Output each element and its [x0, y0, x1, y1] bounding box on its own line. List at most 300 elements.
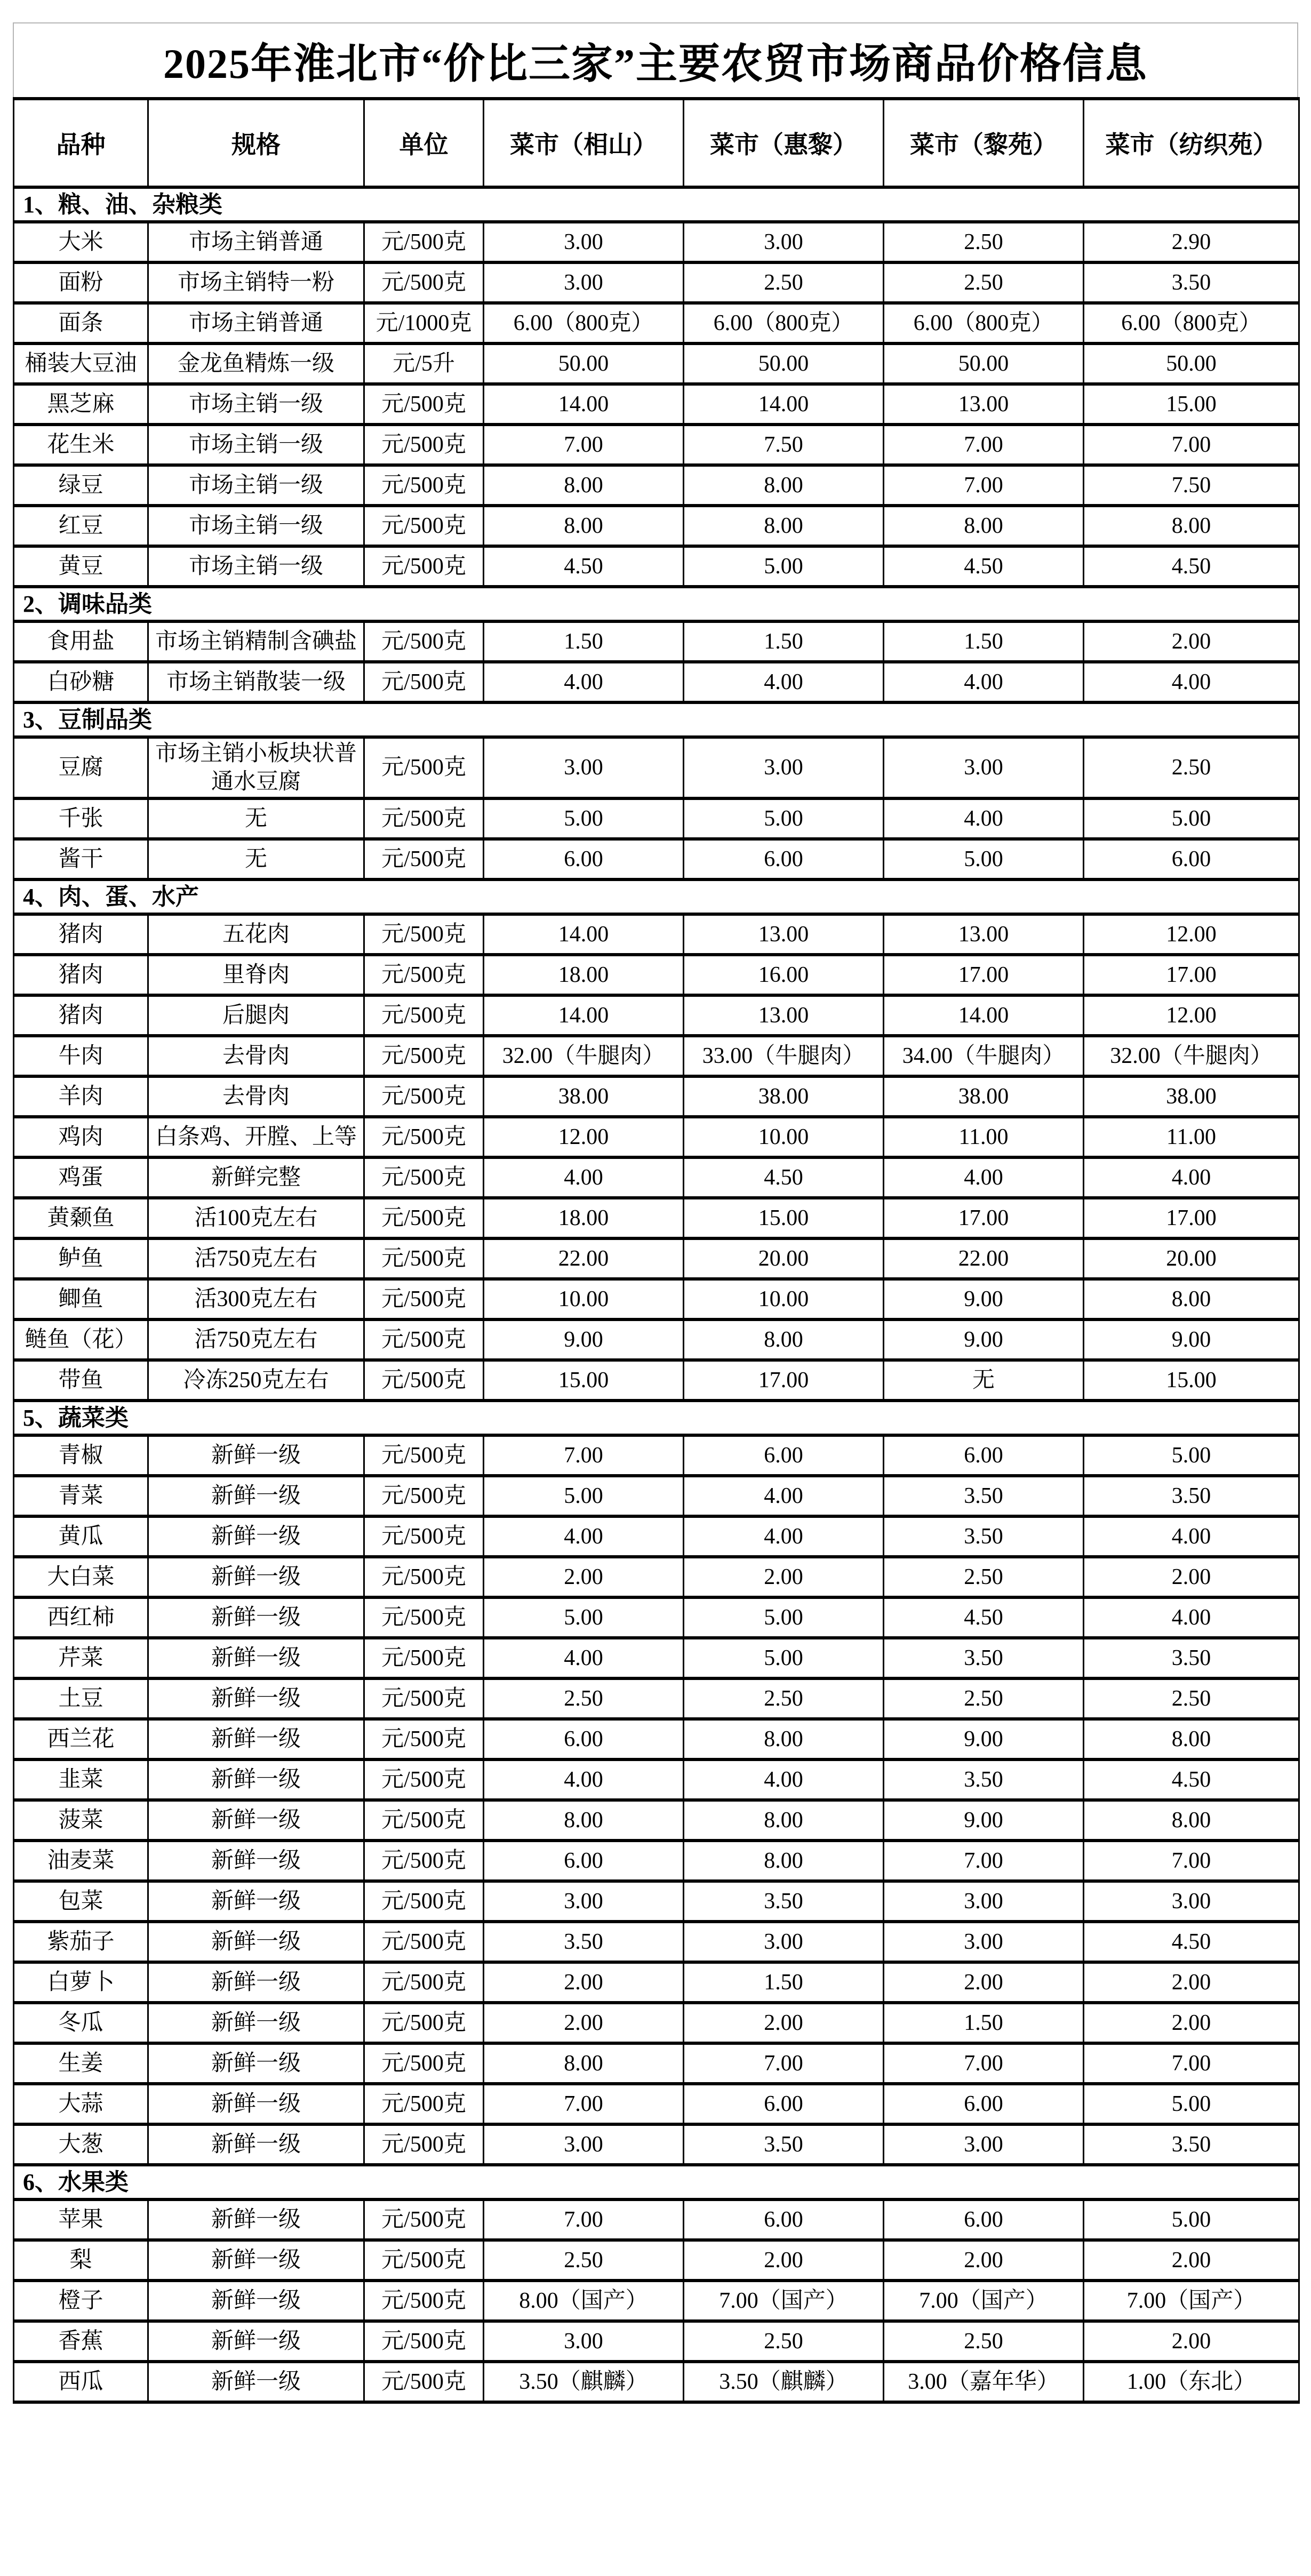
table-row	[14, 2084, 1299, 2124]
price-cell-xiangshan: 4.00	[484, 1759, 684, 1800]
price-cell-xiangshan: 8.00	[484, 1800, 684, 1841]
price-cell-fangzhiyuan: 4.50	[1084, 1759, 1299, 1800]
unit-cell: 元/500克	[364, 1922, 484, 1962]
price-cell-xiangshan: 9.00	[484, 1319, 684, 1360]
price-cell-fangzhiyuan: 17.00	[1084, 1198, 1299, 1238]
price-cell-fangzhiyuan: 6.00（800克）	[1084, 303, 1299, 343]
table-row	[14, 1597, 1299, 1638]
unit-cell: 元/500克	[364, 2084, 484, 2124]
price-cell-liyuan: 1.50	[884, 2003, 1084, 2043]
price-cell-xiangshan: 2.00	[484, 1557, 684, 1597]
table-row	[14, 2240, 1299, 2281]
unit-cell: 元/500克	[364, 1117, 484, 1157]
price-cell-liyuan: 3.00（嘉年华）	[884, 2362, 1084, 2402]
product-name-cell: 大葱	[14, 2124, 148, 2165]
table-row	[14, 262, 1299, 303]
price-cell-fangzhiyuan: 3.00	[1084, 1881, 1299, 1922]
price-cell-huili: 38.00	[684, 1076, 884, 1117]
spec-cell: 新鲜一级	[148, 1881, 364, 1922]
table-row	[14, 737, 1299, 798]
price-cell-huili: 16.00	[684, 955, 884, 995]
spec-cell: 新鲜一级	[148, 1597, 364, 1638]
price-cell-fangzhiyuan: 38.00	[1084, 1076, 1299, 1117]
unit-cell: 元/500克	[364, 1557, 484, 1597]
price-cell-huili: 3.50	[684, 2124, 884, 2165]
table-row	[14, 839, 1299, 879]
table-row	[14, 1076, 1299, 1117]
spec-cell: 新鲜一级	[148, 2281, 364, 2321]
spec-cell: 新鲜一级	[148, 1962, 364, 2003]
product-name-cell: 花生米	[14, 425, 148, 465]
price-cell-fangzhiyuan: 20.00	[1084, 1238, 1299, 1279]
table-row	[14, 1476, 1299, 1516]
table-row	[14, 546, 1299, 587]
product-name-cell: 土豆	[14, 1678, 148, 1719]
price-cell-huili: 17.00	[684, 1360, 884, 1401]
price-cell-huili: 7.00	[684, 2043, 884, 2084]
column-header-market-huili: 菜市（惠黎）	[684, 99, 884, 187]
unit-cell: 元/500克	[364, 1759, 484, 1800]
price-cell-huili: 4.00	[684, 1476, 884, 1516]
product-name-cell: 芹菜	[14, 1638, 148, 1678]
column-header-spec: 规格	[148, 99, 364, 187]
product-name-cell: 羊肉	[14, 1076, 148, 1117]
price-cell-fangzhiyuan: 3.50	[1084, 1638, 1299, 1678]
price-cell-xiangshan: 4.50	[484, 546, 684, 587]
product-name-cell: 油麦菜	[14, 1841, 148, 1881]
price-cell-huili: 3.00	[684, 222, 884, 262]
product-name-cell: 酱干	[14, 839, 148, 879]
price-cell-fangzhiyuan: 3.50	[1084, 2124, 1299, 2165]
price-cell-xiangshan: 3.00	[484, 222, 684, 262]
spec-cell: 市场主销精制含碘盐	[148, 621, 364, 662]
price-cell-xiangshan: 7.00	[484, 425, 684, 465]
table-row	[14, 1036, 1299, 1076]
price-cell-xiangshan: 4.00	[484, 1157, 684, 1198]
product-name-cell: 青菜	[14, 1476, 148, 1516]
price-cell-xiangshan: 14.00	[484, 914, 684, 955]
price-cell-fangzhiyuan: 15.00	[1084, 384, 1299, 425]
unit-cell: 元/500克	[364, 2281, 484, 2321]
table-row	[14, 1678, 1299, 1719]
spec-cell: 市场主销一级	[148, 546, 364, 587]
product-name-cell: 鲈鱼	[14, 1238, 148, 1279]
table-row	[14, 1638, 1299, 1678]
price-cell-xiangshan: 7.00	[484, 2084, 684, 2124]
table-row	[14, 343, 1299, 384]
unit-cell: 元/500克	[364, 914, 484, 955]
price-cell-huili: 15.00	[684, 1198, 884, 1238]
spec-cell: 市场主销普通	[148, 222, 364, 262]
unit-cell: 元/500克	[364, 1279, 484, 1319]
unit-cell: 元/500克	[364, 1678, 484, 1719]
price-cell-fangzhiyuan: 8.00	[1084, 506, 1299, 546]
table-row	[14, 1516, 1299, 1557]
spec-cell: 新鲜一级	[148, 1841, 364, 1881]
table-row	[14, 1319, 1299, 1360]
unit-cell: 元/500克	[364, 1157, 484, 1198]
price-cell-xiangshan: 2.00	[484, 2003, 684, 2043]
section-header-row	[14, 702, 1299, 737]
table-row	[14, 2124, 1299, 2165]
price-cell-liyuan: 1.50	[884, 621, 1084, 662]
section-label: 6、水果类	[14, 2165, 1299, 2199]
product-name-cell: 黄颡鱼	[14, 1198, 148, 1238]
spec-cell: 新鲜一级	[148, 1678, 364, 1719]
unit-cell: 元/500克	[364, 1800, 484, 1841]
product-name-cell: 白砂糖	[14, 662, 148, 702]
price-cell-xiangshan: 6.00	[484, 1719, 684, 1759]
price-cell-xiangshan: 18.00	[484, 1198, 684, 1238]
table-row	[14, 384, 1299, 425]
table-row	[14, 425, 1299, 465]
unit-cell: 元/500克	[364, 2043, 484, 2084]
price-cell-huili: 2.50	[684, 2321, 884, 2362]
price-cell-huili: 2.00	[684, 2003, 884, 2043]
price-cell-fangzhiyuan: 8.00	[1084, 1800, 1299, 1841]
price-cell-fangzhiyuan: 5.00	[1084, 1435, 1299, 1476]
price-cell-fangzhiyuan: 4.00	[1084, 1516, 1299, 1557]
header-row	[14, 99, 1299, 187]
table-row	[14, 2043, 1299, 2084]
product-name-cell: 带鱼	[14, 1360, 148, 1401]
price-cell-xiangshan: 3.00	[484, 262, 684, 303]
price-cell-fangzhiyuan: 7.50	[1084, 465, 1299, 506]
unit-cell: 元/500克	[364, 506, 484, 546]
price-cell-fangzhiyuan: 2.90	[1084, 222, 1299, 262]
price-cell-xiangshan: 8.00	[484, 2043, 684, 2084]
unit-cell: 元/500克	[364, 1238, 484, 1279]
price-cell-xiangshan: 32.00（牛腿肉）	[484, 1036, 684, 1076]
unit-cell: 元/500克	[364, 2124, 484, 2165]
spec-cell: 市场主销一级	[148, 465, 364, 506]
price-cell-fangzhiyuan: 8.00	[1084, 1719, 1299, 1759]
spec-cell: 新鲜一级	[148, 2043, 364, 2084]
section-header-row	[14, 187, 1299, 222]
unit-cell: 元/500克	[364, 955, 484, 995]
price-cell-fangzhiyuan: 1.00（东北）	[1084, 2362, 1299, 2402]
price-cell-xiangshan: 3.50（麒麟）	[484, 2362, 684, 2402]
product-name-cell: 苹果	[14, 2199, 148, 2240]
price-cell-liyuan: 9.00	[884, 1800, 1084, 1841]
table-row	[14, 303, 1299, 343]
price-cell-liyuan: 无	[884, 1360, 1084, 1401]
table-row	[14, 2321, 1299, 2362]
spec-cell: 新鲜一级	[148, 2321, 364, 2362]
product-name-cell: 猪肉	[14, 995, 148, 1036]
price-cell-liyuan: 38.00	[884, 1076, 1084, 1117]
unit-cell: 元/500克	[364, 839, 484, 879]
table-row	[14, 1557, 1299, 1597]
section-label: 4、肉、蛋、水产	[14, 879, 1299, 914]
spec-cell: 新鲜一级	[148, 2362, 364, 2402]
price-cell-huili: 5.00	[684, 798, 884, 839]
spec-cell: 市场主销一级	[148, 425, 364, 465]
price-cell-fangzhiyuan: 3.50	[1084, 262, 1299, 303]
price-cell-liyuan: 7.00	[884, 1841, 1084, 1881]
product-name-cell: 冬瓜	[14, 2003, 148, 2043]
price-cell-huili: 8.00	[684, 1841, 884, 1881]
price-cell-fangzhiyuan: 32.00（牛腿肉）	[1084, 1036, 1299, 1076]
section-label: 1、粮、油、杂粮类	[14, 187, 1299, 222]
price-cell-huili: 8.00	[684, 1319, 884, 1360]
price-cell-fangzhiyuan: 12.00	[1084, 995, 1299, 1036]
spec-cell: 活750克左右	[148, 1238, 364, 1279]
product-name-cell: 白萝卜	[14, 1962, 148, 2003]
price-cell-liyuan: 7.00（国产）	[884, 2281, 1084, 2321]
product-name-cell: 黄豆	[14, 546, 148, 587]
price-cell-liyuan: 17.00	[884, 955, 1084, 995]
spec-cell: 新鲜完整	[148, 1157, 364, 1198]
product-name-cell: 鲢鱼（花）	[14, 1319, 148, 1360]
spec-cell: 活750克左右	[148, 1319, 364, 1360]
section-header-row	[14, 2165, 1299, 2199]
price-cell-fangzhiyuan: 5.00	[1084, 2084, 1299, 2124]
spec-cell: 白条鸡、开膛、上等	[148, 1117, 364, 1157]
product-name-cell: 食用盐	[14, 621, 148, 662]
table-row	[14, 1157, 1299, 1198]
unit-cell: 元/500克	[364, 1638, 484, 1678]
unit-cell: 元/500克	[364, 1841, 484, 1881]
price-cell-xiangshan: 2.50	[484, 2240, 684, 2281]
price-cell-xiangshan: 1.50	[484, 621, 684, 662]
unit-cell: 元/500克	[364, 2199, 484, 2240]
price-cell-liyuan: 4.00	[884, 1157, 1084, 1198]
unit-cell: 元/500克	[364, 621, 484, 662]
spec-cell: 金龙鱼精炼一级	[148, 343, 364, 384]
table-row	[14, 506, 1299, 546]
price-cell-fangzhiyuan: 4.00	[1084, 662, 1299, 702]
price-cell-huili: 13.00	[684, 995, 884, 1036]
unit-cell: 元/5升	[364, 343, 484, 384]
price-cell-fangzhiyuan: 6.00	[1084, 839, 1299, 879]
spec-cell: 新鲜一级	[148, 1719, 364, 1759]
product-name-cell: 红豆	[14, 506, 148, 546]
unit-cell: 元/500克	[364, 1036, 484, 1076]
price-cell-fangzhiyuan: 50.00	[1084, 343, 1299, 384]
price-cell-liyuan: 8.00	[884, 506, 1084, 546]
product-name-cell: 鲫鱼	[14, 1279, 148, 1319]
product-name-cell: 西兰花	[14, 1719, 148, 1759]
unit-cell: 元/500克	[364, 222, 484, 262]
price-cell-fangzhiyuan: 7.00（国产）	[1084, 2281, 1299, 2321]
spec-cell: 活100克左右	[148, 1198, 364, 1238]
product-name-cell: 梨	[14, 2240, 148, 2281]
price-cell-fangzhiyuan: 2.50	[1084, 1678, 1299, 1719]
price-cell-liyuan: 2.50	[884, 262, 1084, 303]
price-cell-liyuan: 4.50	[884, 546, 1084, 587]
price-cell-huili: 33.00（牛腿肉）	[684, 1036, 884, 1076]
price-cell-liyuan: 34.00（牛腿肉）	[884, 1036, 1084, 1076]
unit-cell: 元/500克	[364, 1435, 484, 1476]
table-row	[14, 2199, 1299, 2240]
unit-cell: 元/500克	[364, 465, 484, 506]
price-cell-huili: 7.50	[684, 425, 884, 465]
spec-cell: 新鲜一级	[148, 1557, 364, 1597]
product-name-cell: 绿豆	[14, 465, 148, 506]
price-cell-xiangshan: 15.00	[484, 1360, 684, 1401]
price-cell-fangzhiyuan: 4.50	[1084, 546, 1299, 587]
product-name-cell: 面条	[14, 303, 148, 343]
section-header-row	[14, 1401, 1299, 1435]
price-cell-huili: 4.00	[684, 1516, 884, 1557]
price-cell-huili: 3.50	[684, 1881, 884, 1922]
product-name-cell: 菠菜	[14, 1800, 148, 1841]
product-name-cell: 面粉	[14, 262, 148, 303]
spec-cell: 新鲜一级	[148, 2003, 364, 2043]
product-name-cell: 西瓜	[14, 2362, 148, 2402]
price-cell-liyuan: 22.00	[884, 1238, 1084, 1279]
price-cell-xiangshan: 4.00	[484, 662, 684, 702]
price-cell-xiangshan: 3.50	[484, 1922, 684, 1962]
product-name-cell: 青椒	[14, 1435, 148, 1476]
price-cell-fangzhiyuan: 2.00	[1084, 621, 1299, 662]
product-name-cell: 豆腐	[14, 737, 148, 798]
price-cell-liyuan: 3.50	[884, 1516, 1084, 1557]
price-cell-xiangshan: 8.00（国产）	[484, 2281, 684, 2321]
price-cell-huili: 14.00	[684, 384, 884, 425]
table-row	[14, 955, 1299, 995]
table-row	[14, 1435, 1299, 1476]
section-header-row	[14, 879, 1299, 914]
price-cell-fangzhiyuan: 4.00	[1084, 1597, 1299, 1638]
price-cell-liyuan: 4.00	[884, 662, 1084, 702]
spec-cell: 活300克左右	[148, 1279, 364, 1319]
spec-cell: 市场主销小板块状普通水豆腐	[148, 737, 364, 798]
table-row	[14, 914, 1299, 955]
table-row	[14, 662, 1299, 702]
unit-cell: 元/500克	[364, 1719, 484, 1759]
price-cell-liyuan: 7.00	[884, 2043, 1084, 2084]
price-cell-xiangshan: 6.00	[484, 839, 684, 879]
price-cell-liyuan: 3.00	[884, 1881, 1084, 1922]
unit-cell: 元/500克	[364, 1198, 484, 1238]
unit-cell: 元/500克	[364, 995, 484, 1036]
price-cell-xiangshan: 8.00	[484, 465, 684, 506]
price-cell-fangzhiyuan: 5.00	[1084, 798, 1299, 839]
price-cell-xiangshan: 7.00	[484, 1435, 684, 1476]
unit-cell: 元/500克	[364, 546, 484, 587]
spec-cell: 市场主销一级	[148, 506, 364, 546]
price-cell-huili: 4.50	[684, 1157, 884, 1198]
unit-cell: 元/500克	[364, 1516, 484, 1557]
product-name-cell: 生姜	[14, 2043, 148, 2084]
table-row	[14, 1759, 1299, 1800]
spec-cell: 市场主销普通	[148, 303, 364, 343]
product-name-cell: 大米	[14, 222, 148, 262]
price-cell-huili: 2.50	[684, 1678, 884, 1719]
column-header-market-xiangshan: 菜市（相山）	[484, 99, 684, 187]
spec-cell: 新鲜一级	[148, 1516, 364, 1557]
unit-cell: 元/500克	[364, 737, 484, 798]
spec-cell: 市场主销特一粉	[148, 262, 364, 303]
page-title: 2025年淮北市“价比三家”主要农贸市场商品价格信息	[13, 22, 1298, 97]
price-cell-huili: 8.00	[684, 1800, 884, 1841]
price-cell-huili: 3.50（麒麟）	[684, 2362, 884, 2402]
price-cell-huili: 3.00	[684, 1922, 884, 1962]
unit-cell: 元/500克	[364, 2240, 484, 2281]
price-cell-fangzhiyuan: 15.00	[1084, 1360, 1299, 1401]
price-cell-xiangshan: 7.00	[484, 2199, 684, 2240]
price-cell-xiangshan: 2.50	[484, 1678, 684, 1719]
price-cell-huili: 1.50	[684, 1962, 884, 2003]
price-cell-huili: 2.00	[684, 1557, 884, 1597]
price-cell-liyuan: 9.00	[884, 1319, 1084, 1360]
price-cell-huili: 13.00	[684, 914, 884, 955]
price-cell-liyuan: 9.00	[884, 1279, 1084, 1319]
price-cell-huili: 6.00	[684, 1435, 884, 1476]
product-name-cell: 紫茄子	[14, 1922, 148, 1962]
price-cell-liyuan: 2.00	[884, 2240, 1084, 2281]
price-cell-liyuan: 2.50	[884, 1678, 1084, 1719]
table-row	[14, 2362, 1299, 2402]
table-row	[14, 1360, 1299, 1401]
spec-cell: 新鲜一级	[148, 1476, 364, 1516]
price-cell-fangzhiyuan: 3.50	[1084, 1476, 1299, 1516]
price-cell-xiangshan: 22.00	[484, 1238, 684, 1279]
table-row	[14, 1881, 1299, 1922]
price-table-body	[14, 187, 1299, 2402]
column-header-market-liyuan: 菜市（黎苑）	[884, 99, 1084, 187]
product-name-cell: 鸡蛋	[14, 1157, 148, 1198]
price-cell-fangzhiyuan: 17.00	[1084, 955, 1299, 995]
price-cell-liyuan: 4.50	[884, 1597, 1084, 1638]
product-name-cell: 橙子	[14, 2281, 148, 2321]
price-cell-fangzhiyuan: 12.00	[1084, 914, 1299, 955]
unit-cell: 元/500克	[364, 1597, 484, 1638]
unit-cell: 元/500克	[364, 384, 484, 425]
price-cell-xiangshan: 5.00	[484, 798, 684, 839]
price-cell-fangzhiyuan: 2.00	[1084, 2321, 1299, 2362]
price-cell-liyuan: 2.50	[884, 2321, 1084, 2362]
price-cell-huili: 6.00（800克）	[684, 303, 884, 343]
unit-cell: 元/500克	[364, 262, 484, 303]
price-cell-liyuan: 9.00	[884, 1719, 1084, 1759]
product-name-cell: 猪肉	[14, 914, 148, 955]
price-cell-huili: 7.00（国产）	[684, 2281, 884, 2321]
table-row	[14, 1198, 1299, 1238]
spec-cell: 新鲜一级	[148, 1759, 364, 1800]
price-cell-liyuan: 3.50	[884, 1476, 1084, 1516]
price-cell-huili: 50.00	[684, 343, 884, 384]
table-row	[14, 2281, 1299, 2321]
price-cell-huili: 10.00	[684, 1117, 884, 1157]
column-header-product: 品种	[14, 99, 148, 187]
unit-cell: 元/500克	[364, 1360, 484, 1401]
spec-cell: 里脊肉	[148, 955, 364, 995]
spec-cell: 新鲜一级	[148, 2124, 364, 2165]
table-row	[14, 995, 1299, 1036]
section-label: 5、蔬菜类	[14, 1401, 1299, 1435]
price-cell-huili: 2.00	[684, 2240, 884, 2281]
price-cell-huili: 5.00	[684, 1597, 884, 1638]
table-row	[14, 1719, 1299, 1759]
price-cell-huili: 5.00	[684, 1638, 884, 1678]
price-cell-huili: 1.50	[684, 621, 884, 662]
table-row	[14, 1841, 1299, 1881]
table-row	[14, 1800, 1299, 1841]
product-name-cell: 黑芝麻	[14, 384, 148, 425]
price-cell-fangzhiyuan: 11.00	[1084, 1117, 1299, 1157]
price-cell-liyuan: 3.00	[884, 1922, 1084, 1962]
price-cell-fangzhiyuan: 7.00	[1084, 2043, 1299, 2084]
section-header-row	[14, 587, 1299, 621]
table-row	[14, 798, 1299, 839]
price-cell-liyuan: 7.00	[884, 425, 1084, 465]
price-cell-liyuan: 14.00	[884, 995, 1084, 1036]
price-cell-fangzhiyuan: 4.50	[1084, 1922, 1299, 1962]
price-cell-fangzhiyuan: 5.00	[1084, 2199, 1299, 2240]
